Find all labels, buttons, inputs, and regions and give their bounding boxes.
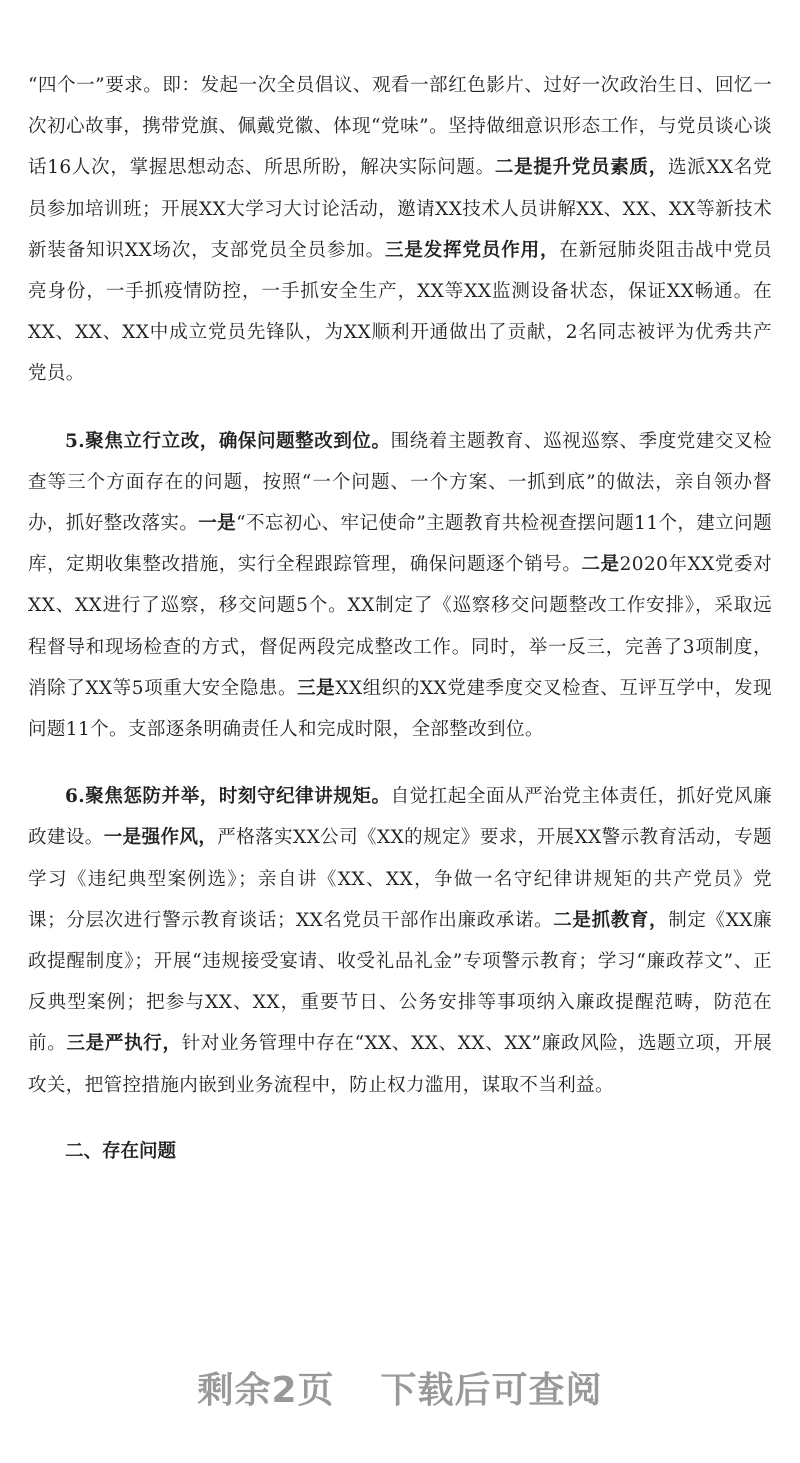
text-run: 围绕着主题教育、巡视巡察、季度党建交叉检查等三个方面存在的问题，按照“一个问题、一个方案、一抓到底”的做法，亲自领办督办，抓好整改落实。 (28, 430, 772, 535)
section-heading: 二、存在问题 (65, 1140, 177, 1162)
text-run: “四个一”要求。即：发起一次全员倡议、观看一部红色影片、过好一次政治生日、回忆一次初心故事，携带党旗、佩戴党徽、体现“党味”。坚持做细意识形态工作，与党员谈心谈话16人次，掌握思想动态、所思所盼，解决实际问题。 (28, 75, 772, 179)
text-run: “不忘初心、牢记使命”主题教育共检视查摆问题11个，建立问题库，定期收集整改措施，实行全程跟踪管理，确保问题逐个销号。 (28, 513, 772, 576)
bold-lead: 二是提升党员素质， (494, 157, 668, 179)
bold-lead: 二是 (581, 554, 620, 576)
text-run: 2020年XX党委对XX、XX进行了巡察，移交问题5个。XX制定了《巡察移交问题整改工作安排》，采取远程督导和现场检查的方式，督促两段完成整改工作。同时，举一反三，完善了3项制度，消除了XX等5项重大安全隐患。 (28, 554, 772, 699)
bold-lead: 三是发挥党员作用， (384, 239, 560, 261)
text-run: 制定《XX廉政提醒制度》；开展“违规接受宴请、收受礼品礼金”专项警示教育；学习“廉政荐文”、正反典型案例；把参与XX、XX，重要节日、公务安排等事项纳入廉政提醒范畴，防范在前。 (28, 909, 772, 1055)
paragraph-party-activities (28, 65, 772, 395)
remaining-pages-label: 剩余2页 (197, 1370, 335, 1411)
bold-lead: 5.聚焦立行立改，确保问题整改到位。 (65, 430, 391, 452)
download-to-view-label: 下载后可查阅 (380, 1370, 603, 1411)
paragraph-rectification (28, 421, 772, 751)
text-run: 在新冠肺炎阻击战中党员亮身份，一手抓疫情防控，一手抓安全生产，XX等XX监测设备状态，保证XX畅通。在XX、XX、XX中成立党员先锋队，为XX顺利开通做出了贡献，2名同志被评为优秀共产党员。 (28, 239, 772, 385)
bold-lead: 6.聚焦惩防并举，时刻守纪律讲规矩。 (65, 786, 391, 808)
text-run: 自觉扛起全面从严治党主体责任，抓好党风廉政建设。 (28, 786, 772, 849)
bold-lead: 一是强作风， (103, 827, 218, 849)
document-body (28, 65, 772, 1172)
download-banner[interactable] (0, 1362, 800, 1413)
bold-lead: 三是 (297, 677, 336, 699)
text-run: 严格落实XX公司《XX的规定》要求，开展XX警示教育活动，专题学习《违纪典型案例选》；亲自讲《XX、XX，争做一名守纪律讲规矩的共产党员》党课；分层次进行警示教育谈话；XX名党员干部作出廉政承诺。 (28, 827, 772, 931)
text-run: 针对业务管理中存在“XX、XX、XX、XX”廉政风险，选题立项，开展攻关，把管控措施内嵌到业务流程中，防止权力滥用，谋取不当利益。 (28, 1033, 773, 1096)
text-run: XX组织的XX党建季度交叉检查、互评互学中，发现问题11个。支部逐条明确责任人和完成时限，全部整改到位。 (28, 677, 772, 741)
bold-lead: 三是严执行， (66, 1033, 182, 1055)
text-run: 选派XX名党员参加培训班；开展XX大学习大讨论活动，邀请XX技术人员讲解XX、XX、XX等新技术新装备知识XX场次，支部党员全员参加。 (28, 157, 772, 261)
bold-lead: 一是 (198, 513, 237, 535)
paragraph-discipline (28, 776, 772, 1106)
bold-lead: 二是抓教育， (553, 909, 669, 931)
